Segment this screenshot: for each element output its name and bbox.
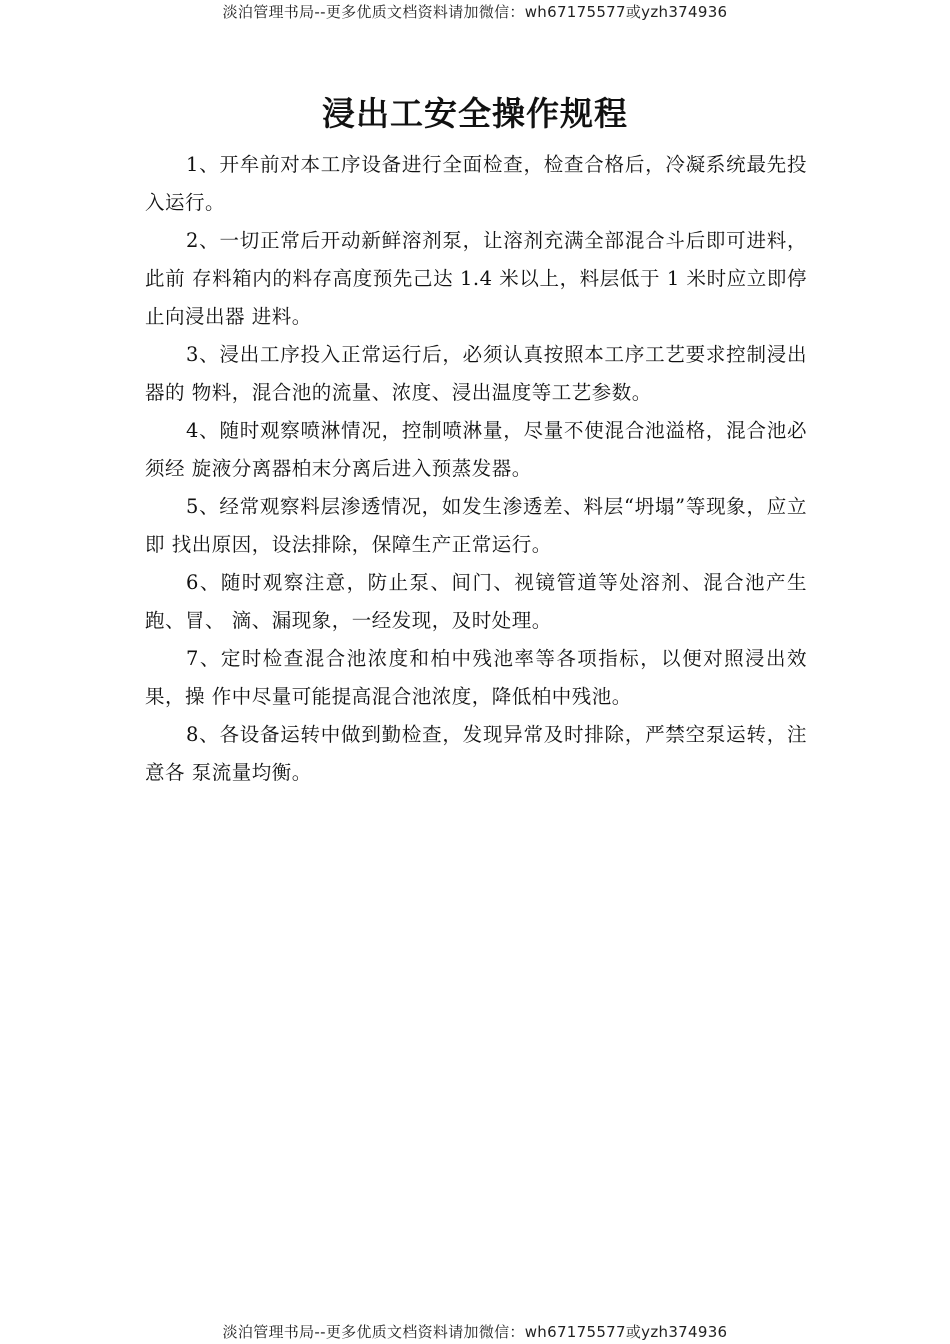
paragraph-5: 5、经常观察料层渗透情况，如发生渗透差、料层“坍塌”等现象，应立即 找出原因，设法排除，保障生产正常运行。 [145,495,807,556]
paragraph-1: 1、开牟前对本工序设备进行全面检查，检查合格后，冷凝系统最先投入运行。 [145,153,807,214]
document-title: 浸出工安全操作规程 [322,94,628,133]
paragraph-7: 7、定时检查混合池浓度和柏中残池率等各项指标，以便对照浸出效果，操 作中尽量可能提高混合池浓度，降低柏中残池。 [145,647,807,708]
document-body [145,146,807,792]
paragraph-2: 2、一切正常后开动新鲜溶剂泵，让溶剂充满全部混合斗后即可进料，此前 存料箱内的料存高度预先己达 1.4 米以上，料层低于 1 米时应立即停止向浸出器 进料。 [145,229,807,328]
paragraph-6: 6、随时观察注意，防止泵、间门、视镜管道等处溶剂、混合池产生跑、冒、 滴、漏现象，一经发现，及时处理。 [145,571,807,632]
paragraph-3: 3、浸出工序投入正常运行后，必须认真按照本工序工艺要求控制浸出器的 物料，混合池的流量、浓度、浸出温度等工艺参数。 [145,343,807,404]
header-banner: 淡泊管理书局--更多优质文档资料请加微信：wh67175577或yzh374936 [222,3,728,21]
footer-banner: 淡泊管理书局--更多优质文档资料请加微信：wh67175577或yzh374936 [222,1323,728,1341]
paragraph-8: 8、各设备运转中做到勤检查，发现异常及时排除，严禁空泵运转，注意各 泵流量均衡。 [145,723,807,784]
paragraph-4: 4、随时观察喷淋情况，控制喷淋量，尽量不使混合池溢格，混合池必须经 旋液分离器柏末分离后进入预蒸发器。 [145,419,807,480]
